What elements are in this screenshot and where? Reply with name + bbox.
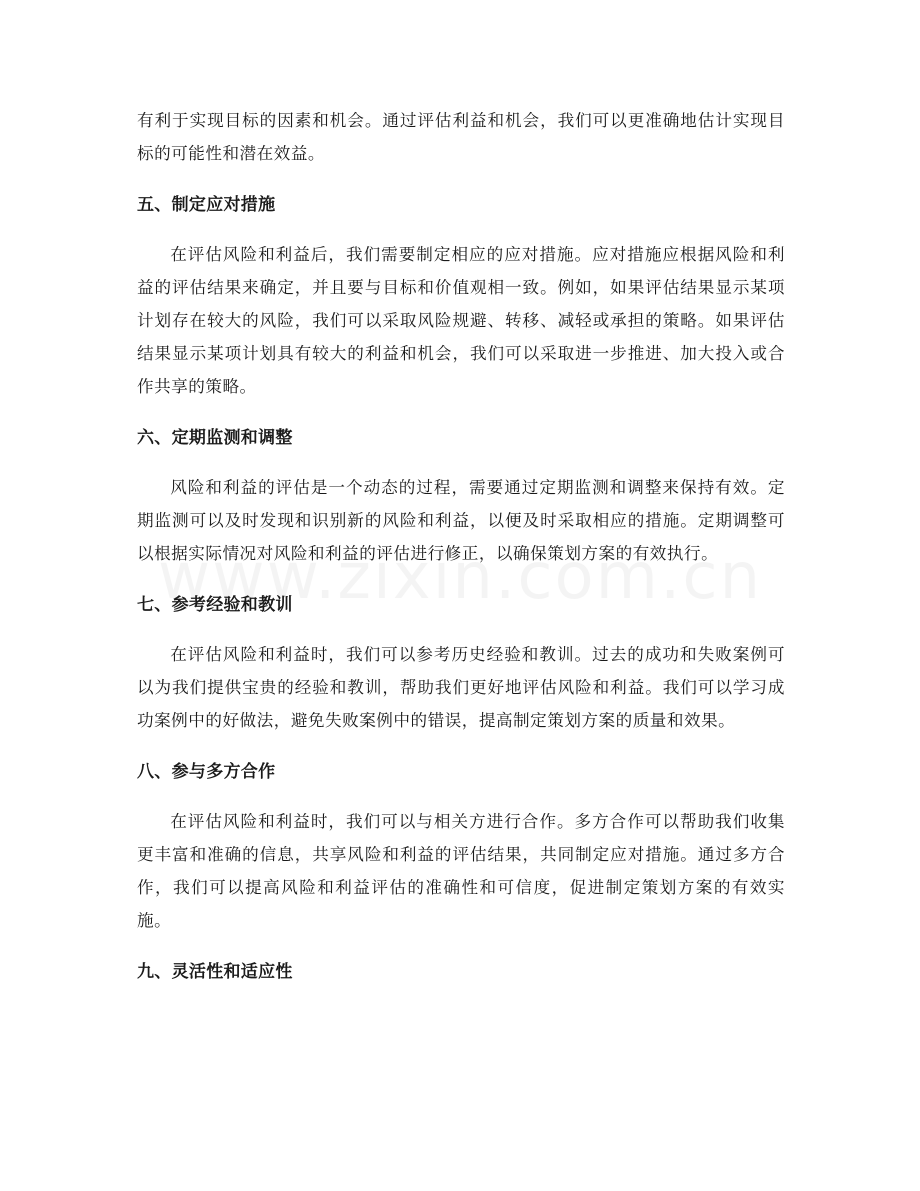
section-heading-6: 六、定期监测和调整 bbox=[137, 428, 293, 448]
document-body bbox=[137, 104, 785, 1005]
paragraph-section-7: 在评估风险和利益时，我们可以参考历史经验和教训。过去的成功和失败案例可以为我们提供宝贵的经验和教训，帮助我们更好地评估风险和利益。我们可以学习成功案例中的好做法，避免失败案例中的错误，提高制定策划方案的质量和效果。 bbox=[137, 645, 785, 730]
section-heading-7: 七、参考经验和教训 bbox=[137, 595, 293, 615]
paragraph-continuation: 有利于实现目标的因素和机会。通过评估利益和机会，我们可以更准确地估计实现目标的可能性和潜在效益。 bbox=[137, 111, 785, 163]
section-heading-8: 八、参与多方合作 bbox=[137, 762, 276, 782]
paragraph-section-6: 风险和利益的评估是一个动态的过程，需要通过定期监测和调整来保持有效。定期监测可以及时发现和识别新的风险和利益，以便及时采取相应的措施。定期调整可以根据实际情况对风险和利益的评估进行修正，以确保策划方案的有效执行。 bbox=[137, 478, 785, 563]
section-heading-5: 五、制定应对措施 bbox=[137, 195, 276, 215]
section-heading-9: 九、灵活性和适应性 bbox=[137, 962, 293, 982]
paragraph-section-5: 在评估风险和利益后，我们需要制定相应的应对措施。应对措施应根据风险和利益的评估结果来确定，并且要与目标和价值观相一致。例如，如果评估结果显示某项计划存在较大的风险，我们可以采取风险规避、转移、减轻或承担的策略。如果评估结果显示某项计划具有较大的利益和机会，我们可以采取进一步推进、加大投入或合作共享的策略。 bbox=[137, 245, 785, 396]
paragraph-section-8: 在评估风险和利益时，我们可以与相关方进行合作。多方合作可以帮助我们收集更丰富和准确的信息，共享风险和利益的评估结果，共同制定应对措施。通过多方合作，我们可以提高风险和利益评估的准确性和可信度，促进制定策划方案的有效实施。 bbox=[137, 812, 785, 930]
